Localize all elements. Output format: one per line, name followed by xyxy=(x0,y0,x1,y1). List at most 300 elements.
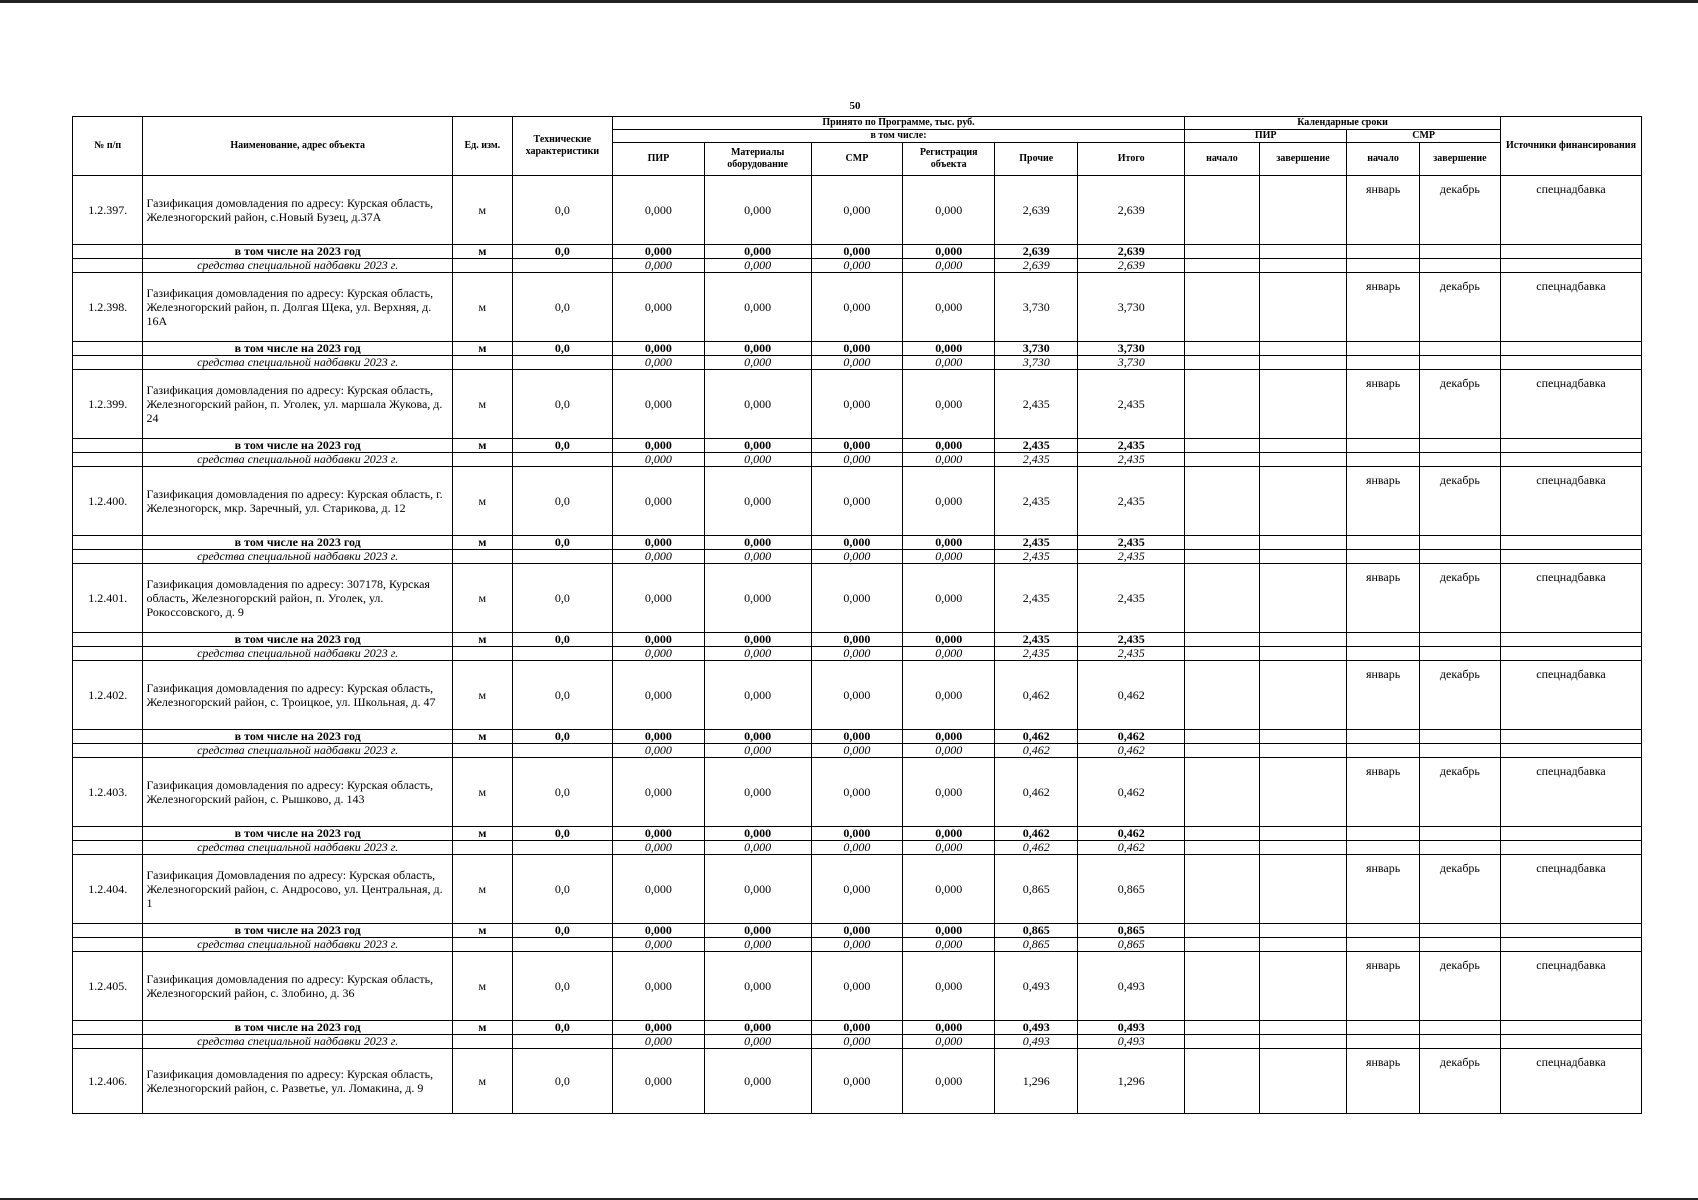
header-smr-start: начало xyxy=(1347,143,1420,176)
smr-start-cell: январь xyxy=(1347,370,1420,439)
total-cell: 1,296 xyxy=(1078,1049,1185,1114)
pir-cell: 0,000 xyxy=(613,952,705,1021)
materials-cell: 0,000 xyxy=(704,453,811,467)
blank-cell xyxy=(1259,1021,1347,1035)
total-cell: 2,639 xyxy=(1078,176,1185,245)
table-row xyxy=(73,564,1642,633)
materials-cell: 0,000 xyxy=(704,439,811,453)
page-number: 50 xyxy=(849,100,861,112)
blank-cell xyxy=(452,1035,512,1049)
pir-cell: 0,000 xyxy=(613,1049,705,1114)
header-smr-end: завершение xyxy=(1419,143,1500,176)
tech-cell: 0,0 xyxy=(512,924,612,938)
blank-cell xyxy=(1419,342,1500,356)
other-cell: 2,639 xyxy=(995,176,1078,245)
object-name: Газификация домовладения по адресу: Курская область, Железногорский район, с. Злобино, д. 36 xyxy=(143,952,453,1021)
blank-cell xyxy=(1347,730,1420,744)
tech-cell: 0,0 xyxy=(512,176,612,245)
total-cell: 3,730 xyxy=(1078,273,1185,342)
pir-cell: 0,000 xyxy=(613,633,705,647)
smr-cell: 0,000 xyxy=(811,245,903,259)
table-row-special xyxy=(73,453,1642,467)
pir-cell: 0,000 xyxy=(613,647,705,661)
registration-cell: 0,000 xyxy=(903,841,995,855)
other-cell: 0,865 xyxy=(995,855,1078,924)
total-cell: 0,493 xyxy=(1078,1035,1185,1049)
blank-cell xyxy=(1185,827,1260,841)
other-cell: 0,462 xyxy=(995,841,1078,855)
blank-cell xyxy=(1185,633,1260,647)
source-cell: спецнадбавка xyxy=(1501,1049,1642,1114)
registration-cell: 0,000 xyxy=(903,661,995,730)
total-cell: 0,865 xyxy=(1078,938,1185,952)
other-cell: 0,462 xyxy=(995,744,1078,758)
blank-cell xyxy=(1501,633,1642,647)
blank-cell xyxy=(1501,342,1642,356)
materials-cell: 0,000 xyxy=(704,259,811,273)
tech-cell: 0,0 xyxy=(512,273,612,342)
pir-cell: 0,000 xyxy=(613,1021,705,1035)
smr-cell: 0,000 xyxy=(811,924,903,938)
blank-cell xyxy=(1347,550,1420,564)
object-name: Газификация домовладения по адресу: Курская область, Железногорский район, с. Рышково, д. 143 xyxy=(143,758,453,827)
total-cell: 0,462 xyxy=(1078,758,1185,827)
other-cell: 2,435 xyxy=(995,439,1078,453)
blank-cell xyxy=(1501,841,1642,855)
smr-cell: 0,000 xyxy=(811,550,903,564)
blank-cell xyxy=(73,536,143,550)
table-row xyxy=(73,1049,1642,1114)
blank-cell xyxy=(1347,841,1420,855)
blank-cell xyxy=(1347,647,1420,661)
table-row-2023 xyxy=(73,730,1642,744)
table-row-special xyxy=(73,356,1642,370)
pir-cell: 0,000 xyxy=(613,245,705,259)
smr-cell: 0,000 xyxy=(811,356,903,370)
sub-label: в том числе на 2023 год xyxy=(143,245,453,259)
blank-cell xyxy=(73,356,143,370)
blank-cell xyxy=(1419,356,1500,370)
blank-cell xyxy=(1259,841,1347,855)
blank-cell xyxy=(1347,342,1420,356)
pir-cell: 0,000 xyxy=(613,855,705,924)
other-cell: 2,435 xyxy=(995,453,1078,467)
smr-cell: 0,000 xyxy=(811,855,903,924)
total-cell: 2,435 xyxy=(1078,467,1185,536)
smr-cell: 0,000 xyxy=(811,176,903,245)
tech-cell: 0,0 xyxy=(512,952,612,1021)
pir-cell: 0,000 xyxy=(613,439,705,453)
registration-cell: 0,000 xyxy=(903,245,995,259)
blank-cell xyxy=(452,259,512,273)
materials-cell: 0,000 xyxy=(704,924,811,938)
blank-cell xyxy=(73,439,143,453)
source-cell: спецнадбавка xyxy=(1501,370,1642,439)
blank-cell xyxy=(452,938,512,952)
pir-end-cell xyxy=(1259,758,1347,827)
registration-cell: 0,000 xyxy=(903,647,995,661)
pir-start-cell xyxy=(1185,176,1260,245)
total-cell: 2,639 xyxy=(1078,259,1185,273)
other-cell: 0,493 xyxy=(995,1021,1078,1035)
smr-cell: 0,000 xyxy=(811,1049,903,1114)
unit-cell: м xyxy=(452,952,512,1021)
blank-cell xyxy=(1347,245,1420,259)
total-cell: 2,435 xyxy=(1078,633,1185,647)
pir-end-cell xyxy=(1259,564,1347,633)
blank-cell xyxy=(1501,453,1642,467)
blank-cell xyxy=(1419,647,1500,661)
unit-cell: м xyxy=(452,1021,512,1035)
header-sources: Источники финансирования xyxy=(1501,117,1642,176)
blank-cell xyxy=(1419,744,1500,758)
blank-cell xyxy=(1185,924,1260,938)
blank-cell xyxy=(73,633,143,647)
pir-cell: 0,000 xyxy=(613,841,705,855)
total-cell: 2,435 xyxy=(1078,370,1185,439)
object-name: Газификация домовладения по адресу: Курская область, Железногорский район, с. Троицкое, ул. Школьная, д. 47 xyxy=(143,661,453,730)
smr-end-cell: декабрь xyxy=(1419,273,1500,342)
blank-cell xyxy=(1501,245,1642,259)
registration-cell: 0,000 xyxy=(903,730,995,744)
blank-cell xyxy=(1419,1035,1500,1049)
pir-start-cell xyxy=(1185,564,1260,633)
header-pir: ПИР xyxy=(613,143,705,176)
table-row-special xyxy=(73,1035,1642,1049)
blank-cell xyxy=(1419,453,1500,467)
blank-cell xyxy=(1185,439,1260,453)
blank-cell xyxy=(1419,730,1500,744)
blank-cell xyxy=(1347,453,1420,467)
blank-cell xyxy=(512,841,612,855)
sub-label: в том числе на 2023 год xyxy=(143,1021,453,1035)
header-smr: СМР xyxy=(811,143,903,176)
smr-cell: 0,000 xyxy=(811,938,903,952)
pir-start-cell xyxy=(1185,273,1260,342)
smr-cell: 0,000 xyxy=(811,370,903,439)
smr-start-cell: январь xyxy=(1347,758,1420,827)
pir-end-cell xyxy=(1259,855,1347,924)
blank-cell xyxy=(1259,1035,1347,1049)
blank-cell xyxy=(1501,1021,1642,1035)
tech-cell: 0,0 xyxy=(512,661,612,730)
blank-cell xyxy=(1347,1021,1420,1035)
table-row xyxy=(73,370,1642,439)
row-number: 1.2.402. xyxy=(73,661,143,730)
smr-start-cell: январь xyxy=(1347,661,1420,730)
sub-label: в том числе на 2023 год xyxy=(143,439,453,453)
blank-cell xyxy=(1259,633,1347,647)
spec-label: средства специальной надбавки 2023 г. xyxy=(143,453,453,467)
blank-cell xyxy=(1501,938,1642,952)
registration-cell: 0,000 xyxy=(903,439,995,453)
total-cell: 0,865 xyxy=(1078,924,1185,938)
other-cell: 2,639 xyxy=(995,259,1078,273)
blank-cell xyxy=(1185,647,1260,661)
registration-cell: 0,000 xyxy=(903,453,995,467)
source-cell: спецнадбавка xyxy=(1501,176,1642,245)
blank-cell xyxy=(1501,827,1642,841)
smr-cell: 0,000 xyxy=(811,647,903,661)
header-unit: Ед. изм. xyxy=(452,117,512,176)
row-number: 1.2.397. xyxy=(73,176,143,245)
materials-cell: 0,000 xyxy=(704,1021,811,1035)
source-cell: спецнадбавка xyxy=(1501,758,1642,827)
table-row xyxy=(73,273,1642,342)
pir-cell: 0,000 xyxy=(613,467,705,536)
total-cell: 0,493 xyxy=(1078,952,1185,1021)
blank-cell xyxy=(1347,259,1420,273)
other-cell: 0,462 xyxy=(995,661,1078,730)
blank-cell xyxy=(73,245,143,259)
source-cell: спецнадбавка xyxy=(1501,855,1642,924)
unit-cell: м xyxy=(452,924,512,938)
pir-start-cell xyxy=(1185,370,1260,439)
program-table xyxy=(72,116,1642,1114)
header-cal-smr: СМР xyxy=(1347,130,1501,143)
blank-cell xyxy=(452,356,512,370)
blank-cell xyxy=(512,259,612,273)
blank-cell xyxy=(1347,439,1420,453)
unit-cell: м xyxy=(452,176,512,245)
blank-cell xyxy=(1259,342,1347,356)
pir-cell: 0,000 xyxy=(613,661,705,730)
blank-cell xyxy=(73,730,143,744)
blank-cell xyxy=(512,647,612,661)
source-cell: спецнадбавка xyxy=(1501,661,1642,730)
blank-cell xyxy=(1347,356,1420,370)
smr-cell: 0,000 xyxy=(811,1021,903,1035)
blank-cell xyxy=(1259,536,1347,550)
total-cell: 2,435 xyxy=(1078,550,1185,564)
pir-cell: 0,000 xyxy=(613,1035,705,1049)
sub-label: в том числе на 2023 год xyxy=(143,924,453,938)
other-cell: 2,435 xyxy=(995,370,1078,439)
blank-cell xyxy=(1185,841,1260,855)
pir-cell: 0,000 xyxy=(613,342,705,356)
smr-start-cell: январь xyxy=(1347,273,1420,342)
pir-end-cell xyxy=(1259,467,1347,536)
header-calendar: Календарные сроки xyxy=(1185,117,1501,130)
other-cell: 0,493 xyxy=(995,952,1078,1021)
header-tech: Технические характеристики xyxy=(512,117,612,176)
other-cell: 3,730 xyxy=(995,356,1078,370)
unit-cell: м xyxy=(452,730,512,744)
blank-cell xyxy=(1347,744,1420,758)
blank-cell xyxy=(73,342,143,356)
blank-cell xyxy=(1501,1035,1642,1049)
blank-cell xyxy=(73,1035,143,1049)
blank-cell xyxy=(1185,730,1260,744)
pir-end-cell xyxy=(1259,273,1347,342)
other-cell: 2,435 xyxy=(995,550,1078,564)
spec-label: средства специальной надбавки 2023 г. xyxy=(143,356,453,370)
blank-cell xyxy=(1501,550,1642,564)
blank-cell xyxy=(73,453,143,467)
pir-start-cell xyxy=(1185,661,1260,730)
pir-cell: 0,000 xyxy=(613,536,705,550)
unit-cell: м xyxy=(452,633,512,647)
pir-cell: 0,000 xyxy=(613,564,705,633)
total-cell: 3,730 xyxy=(1078,342,1185,356)
tech-cell: 0,0 xyxy=(512,758,612,827)
blank-cell xyxy=(1501,730,1642,744)
table-row-2023 xyxy=(73,633,1642,647)
smr-cell: 0,000 xyxy=(811,758,903,827)
pir-start-cell xyxy=(1185,952,1260,1021)
registration-cell: 0,000 xyxy=(903,564,995,633)
table-row-2023 xyxy=(73,439,1642,453)
table-row-special xyxy=(73,647,1642,661)
total-cell: 0,462 xyxy=(1078,730,1185,744)
blank-cell xyxy=(1501,356,1642,370)
other-cell: 0,462 xyxy=(995,730,1078,744)
table-row-special xyxy=(73,550,1642,564)
total-cell: 2,435 xyxy=(1078,453,1185,467)
header-materials: Материалы оборудование xyxy=(704,143,811,176)
registration-cell: 0,000 xyxy=(903,758,995,827)
unit-cell: м xyxy=(452,467,512,536)
registration-cell: 0,000 xyxy=(903,1049,995,1114)
total-cell: 0,462 xyxy=(1078,661,1185,730)
total-cell: 0,865 xyxy=(1078,855,1185,924)
blank-cell xyxy=(1347,633,1420,647)
pir-cell: 0,000 xyxy=(613,259,705,273)
smr-end-cell: декабрь xyxy=(1419,952,1500,1021)
unit-cell: м xyxy=(452,1049,512,1114)
pir-cell: 0,000 xyxy=(613,827,705,841)
blank-cell xyxy=(1347,938,1420,952)
materials-cell: 0,000 xyxy=(704,342,811,356)
blank-cell xyxy=(1419,550,1500,564)
blank-cell xyxy=(1259,439,1347,453)
blank-cell xyxy=(512,1035,612,1049)
registration-cell: 0,000 xyxy=(903,1021,995,1035)
blank-cell xyxy=(73,1021,143,1035)
sub-label: в том числе на 2023 год xyxy=(143,342,453,356)
blank-cell xyxy=(512,938,612,952)
smr-cell: 0,000 xyxy=(811,827,903,841)
smr-end-cell: декабрь xyxy=(1419,467,1500,536)
materials-cell: 0,000 xyxy=(704,564,811,633)
header-num: № п/п xyxy=(73,117,143,176)
header-other: Прочие xyxy=(995,143,1078,176)
total-cell: 0,462 xyxy=(1078,827,1185,841)
pir-cell: 0,000 xyxy=(613,273,705,342)
pir-end-cell xyxy=(1259,1049,1347,1114)
blank-cell xyxy=(1501,259,1642,273)
total-cell: 3,730 xyxy=(1078,356,1185,370)
header-total: Итого xyxy=(1078,143,1185,176)
other-cell: 2,435 xyxy=(995,564,1078,633)
registration-cell: 0,000 xyxy=(903,744,995,758)
table-row xyxy=(73,758,1642,827)
blank-cell xyxy=(73,841,143,855)
spec-label: средства специальной надбавки 2023 г. xyxy=(143,744,453,758)
blank-cell xyxy=(1501,439,1642,453)
blank-cell xyxy=(1347,924,1420,938)
pir-start-cell xyxy=(1185,467,1260,536)
table-row xyxy=(73,855,1642,924)
blank-cell xyxy=(1259,730,1347,744)
blank-cell xyxy=(1419,827,1500,841)
source-cell: спецнадбавка xyxy=(1501,467,1642,536)
blank-cell xyxy=(1419,924,1500,938)
materials-cell: 0,000 xyxy=(704,952,811,1021)
blank-cell xyxy=(1259,924,1347,938)
smr-cell: 0,000 xyxy=(811,536,903,550)
blank-cell xyxy=(1501,647,1642,661)
blank-cell xyxy=(512,356,612,370)
pir-end-cell xyxy=(1259,176,1347,245)
smr-cell: 0,000 xyxy=(811,1035,903,1049)
materials-cell: 0,000 xyxy=(704,758,811,827)
table-row-2023 xyxy=(73,827,1642,841)
blank-cell xyxy=(1185,259,1260,273)
blank-cell xyxy=(1419,439,1500,453)
registration-cell: 0,000 xyxy=(903,356,995,370)
unit-cell: м xyxy=(452,536,512,550)
registration-cell: 0,000 xyxy=(903,467,995,536)
blank-cell xyxy=(512,550,612,564)
blank-cell xyxy=(1185,453,1260,467)
blank-cell xyxy=(1259,647,1347,661)
object-name: Газификация домовладения по адресу: Курская область, Железногорский район, с.Новый Бузец, д.37А xyxy=(143,176,453,245)
smr-cell: 0,000 xyxy=(811,661,903,730)
row-number: 1.2.399. xyxy=(73,370,143,439)
spec-label: средства специальной надбавки 2023 г. xyxy=(143,259,453,273)
tech-cell: 0,0 xyxy=(512,245,612,259)
registration-cell: 0,000 xyxy=(903,536,995,550)
blank-cell xyxy=(1501,536,1642,550)
table-row-special xyxy=(73,938,1642,952)
registration-cell: 0,000 xyxy=(903,342,995,356)
blank-cell xyxy=(1185,938,1260,952)
pir-end-cell xyxy=(1259,661,1347,730)
smr-start-cell: январь xyxy=(1347,564,1420,633)
blank-cell xyxy=(1347,1035,1420,1049)
materials-cell: 0,000 xyxy=(704,730,811,744)
blank-cell xyxy=(1185,356,1260,370)
table-row-2023 xyxy=(73,536,1642,550)
pir-cell: 0,000 xyxy=(613,758,705,827)
blank-cell xyxy=(73,827,143,841)
smr-cell: 0,000 xyxy=(811,273,903,342)
registration-cell: 0,000 xyxy=(903,1035,995,1049)
blank-cell xyxy=(1259,744,1347,758)
other-cell: 1,296 xyxy=(995,1049,1078,1114)
blank-cell xyxy=(452,550,512,564)
smr-end-cell: декабрь xyxy=(1419,1049,1500,1114)
object-name: Газификация домовладения по адресу: Курская область, г. Железногорск, мкр. Заречный, ул. Старикова, д. 12 xyxy=(143,467,453,536)
other-cell: 0,493 xyxy=(995,1035,1078,1049)
blank-cell xyxy=(1185,342,1260,356)
blank-cell xyxy=(1259,453,1347,467)
row-number: 1.2.401. xyxy=(73,564,143,633)
registration-cell: 0,000 xyxy=(903,273,995,342)
unit-cell: м xyxy=(452,827,512,841)
pir-start-cell xyxy=(1185,758,1260,827)
table-body xyxy=(73,176,1642,1114)
materials-cell: 0,000 xyxy=(704,245,811,259)
other-cell: 2,435 xyxy=(995,633,1078,647)
header-registration: Регистрация объекта xyxy=(903,143,995,176)
smr-cell: 0,000 xyxy=(811,259,903,273)
source-cell: спецнадбавка xyxy=(1501,273,1642,342)
registration-cell: 0,000 xyxy=(903,176,995,245)
other-cell: 0,462 xyxy=(995,827,1078,841)
smr-cell: 0,000 xyxy=(811,952,903,1021)
